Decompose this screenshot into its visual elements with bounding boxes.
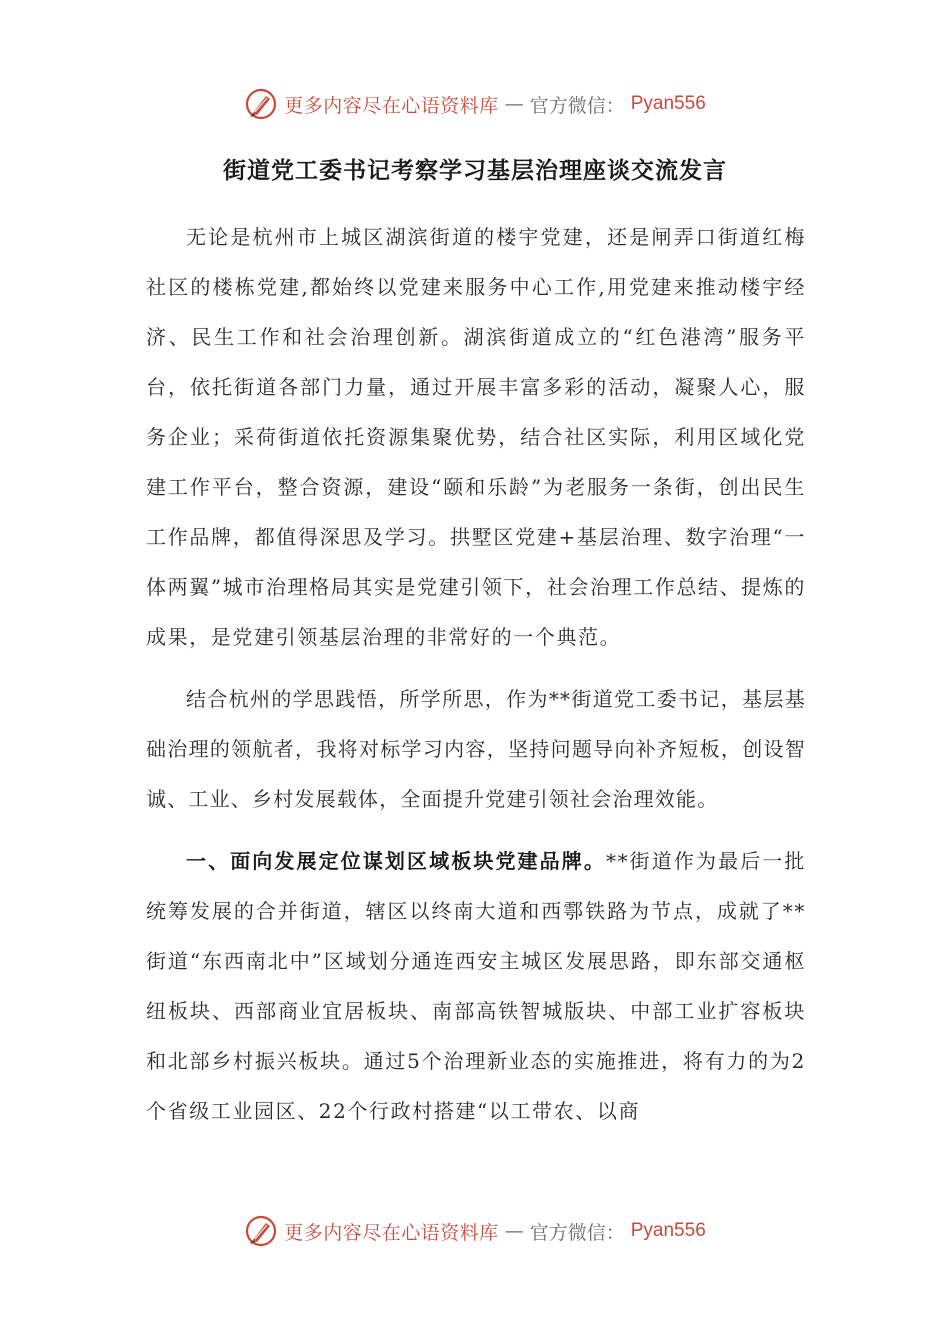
paragraph-3-text: **街道作为最后一批统筹发展的合并街道，辖区以终南大道和西鄠铁路为节点，成就了**街道“东西南北中”区域划分通连西安主城区发展思路，即东部交通枢纽板块、西部商业宜居板块、南部高铁智城版块、中部工业扩容板块和北部乡村振兴板块。通过5个治理新业态的实施推进，将有力的为2个省级工业园区、22个行政村搭建“以工带农、以商 xyxy=(146,849,806,1123)
paragraph-2-text: 结合杭州的学思践悟，所学所思，作为**街道党工委书记，基层基础治理的领航者，我将对标学习内容，坚持问题导向补齐短板，创设智诚、工业、乡村发展载体，全面提升党建引领社会治理效能。 xyxy=(146,687,806,811)
document-title: 街道党工委书记考察学习基层治理座谈交流发言 xyxy=(223,157,727,184)
watermark-banner-top xyxy=(0,84,950,124)
document-body xyxy=(146,212,806,1136)
watermark-separator: — xyxy=(504,93,524,115)
paragraph-2 xyxy=(146,674,806,824)
watermark-banner-bottom xyxy=(0,1211,950,1251)
paragraph-3 xyxy=(146,836,806,1136)
watermark-site-name: 更多内容尽在心语资料库 xyxy=(284,94,499,117)
watermark-wechat-label: 官方微信： xyxy=(529,94,625,117)
paragraph-1-text: 无论是杭州市上城区湖滨街道的楼宇党建，还是闸弄口街道红梅社区的楼栋党建,都始终以党建来服务中心工作,用党建来推动楼宇经济、民生工作和社会治理创新。湖滨街道成立的“红色港湾”服务平台，依托街道各部门力量，通过开展丰富多彩的活动，凝聚人心，服务企业；采荷街道依托资源集聚优势，结合社区实际，利用区域化党建工作平台，整合资源，建设“颐和乐龄”为老服务一条街，创出民生工作品牌，都值得深思及学习。拱墅区党建+基层治理、数字治理“一体两翼”城市治理格局其实是党建引领下，社会治理工作总结、提炼的成果，是党建引领基层治理的非常好的一个典范。 xyxy=(146,225,806,649)
watermark-account-id: Pyan556 xyxy=(630,93,706,114)
section-heading-1: 一、面向发展定位谋划区域板块党建品牌。 xyxy=(186,849,606,873)
watermark-wechat-label: 官方微信： xyxy=(529,1221,625,1244)
pen-nib-logo-icon xyxy=(244,1214,278,1248)
watermark-account-id: Pyan556 xyxy=(630,1220,706,1241)
paragraph-1 xyxy=(146,212,806,662)
watermark-site-name: 更多内容尽在心语资料库 xyxy=(284,1221,499,1244)
watermark-separator: — xyxy=(504,1220,524,1242)
pen-nib-logo-icon xyxy=(244,87,278,121)
